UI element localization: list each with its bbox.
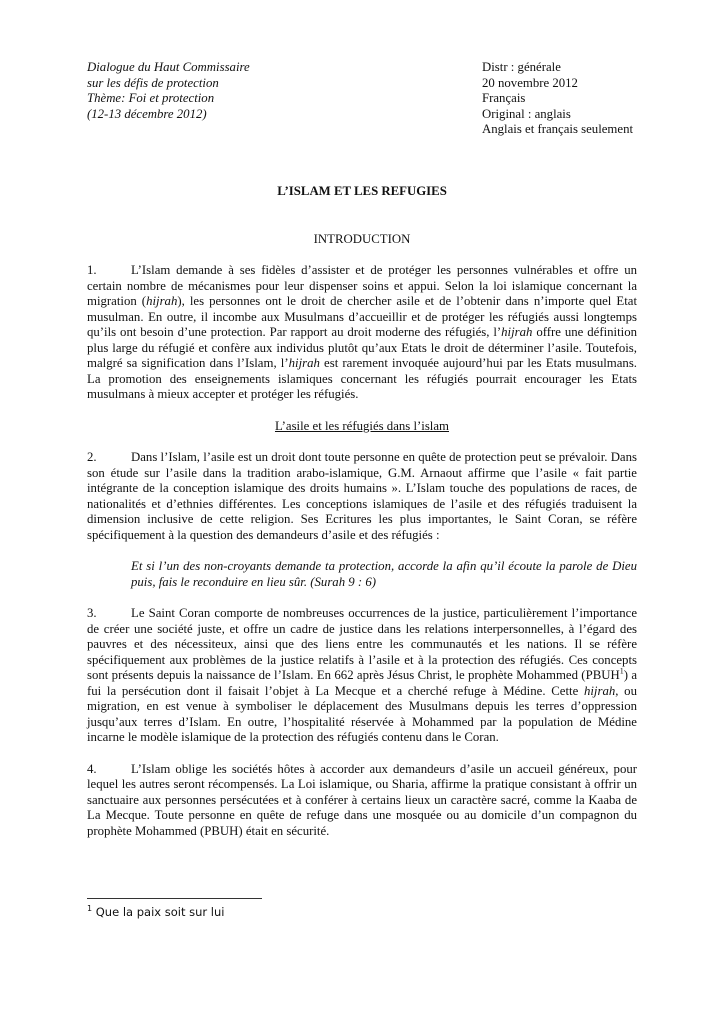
footnote [87,905,224,921]
paragraph-2 [87,450,637,543]
paragraph-text: offre une définition plus large du réfugié et confère aux individus plutôt qu’aux Etats le droit de déterminer l’asile. Toutefois, malgré sa signification dans l’Islam, l’ [87,325,637,370]
italic-term: hijrah [583,683,616,698]
header-left-line: (12-13 décembre 2012) [87,106,207,121]
paragraph-text: L’Islam demande à ses fidèles d’assister et de protéger les personnes vulnérables et offre un certain nombre de mécanismes pour leur dispenser soins et appui. Selon la loi islamique concernant la migration ( [87,263,637,308]
footnote-separator [87,898,262,899]
section-heading-introduction: INTRODUCTION [313,232,411,246]
italic-term: hijrah [146,294,178,308]
header-right-line: Anglais et français seulement [482,122,634,136]
document-body [87,263,637,855]
paragraph-text: L’Islam oblige les sociétés hôtes à accorder aux demandeurs d’asile un accueil généreux, pour lequel les autres seront récompensés. La Loi islamique, ou Sharia, affirme la pratique consistant à offrir un sanctuaire aux personnes persécutées et à conférer à certains lieux un caractère sacré, comme la Kaaba de La Mecque. Toute personne en quête de refuge dans une mosquée ou au domicile d’un compagnon du prophète Mohammed (PBUH) était en sécurité. [87,761,637,838]
paragraph-1 [87,263,637,403]
paragraph-text: Le Saint Coran comporte de nombreuses occurrences de la justice, particulièrement l’importance de créer une société juste, et offre un cadre de justice dans les relations interpersonnelles, à l’égard des pauvres et des nécessiteux, ainsi que des liens entre les communautés et les nations. Il se réfère spécifiquement aux problèmes de la justice relatifs à l’asile et à la protection des réfugiés. Ces concepts sont présents depuis la naissance de l’Islam. En 662 après Jésus Christ, le prophète Mohammed (PBUH [87,606,637,682]
section-heading-asylum: L’asile et les réfugiés dans l’islam [274,418,449,433]
paragraph-text: ) a fui la persécution dont il faisait l’objet à La Mecque et a cherché refuge à Médine. Cette [87,668,637,698]
header-right-line: Distr : générale [482,60,561,74]
footnote-text: Que la paix soit sur lui [92,905,225,919]
paragraph-number: 3. [87,606,97,620]
paragraph-3 [87,606,637,746]
paragraph-text: , ou migration, en est venue à symboliser le déplacement des Musulmans depuis les terres d’oppression jusqu’aux terres d’Islam. En outre, l’hospitalité réservée à Mohammed par la population de Médine incarne le modèle islamique de la protection des réfugiés contenu dans le Coran. [87,683,637,744]
header-left-line: sur les défis de protection [87,75,219,90]
italic-term: hijrah [501,325,533,339]
header-right-line: 20 novembre 2012 [482,75,578,90]
header-left-line: Dialogue du Haut Commissaire [87,60,250,74]
italic-term: hijrah [288,356,320,370]
paragraph-text: ), les personnes ont le droit de chercher asile et de l’obtenir dans n’importe quel Etat musulman. En outre, il incombe aux Musulmans d’accueillir et de protéger les réfugiés aussi longtemps qu’ils ont besoin d’une protection. Par rapport au droit moderne des réfugiés, l’ [87,294,637,339]
header-left-line: Thème: Foi et protection [87,91,215,105]
footnote-reference[interactable]: 1 [619,666,624,676]
paragraph-number: 1. [87,263,97,277]
header-meeting-info [87,60,250,122]
paragraph-text: est rarement invoquée aujourd’hui par les Etats musulmans. La promotion des enseignements islamiques concernant les réfugiés pourrait encourager les Etats musulmans à mieux accepter et protéger les réfugiés. [87,356,637,401]
paragraph-text: Dans l’Islam, l’asile est un droit dont toute personne en quête de protection peut se prévaloir. Dans son étude sur l’asile dans la tradition arabo-islamique, G.M. Arnaout affirme que l’asile « fait partie intégrante de la conception islamique des droits humains ». L’Islam touche des populations de races, de nationalités et d’ethnies différentes. Les conceptions islamiques de l’asile et des réfugiés traduisent la dimension inclusive de cette religion. Ses Ecritures les plus importantes, le Saint Coran, se réfère spécifiquement à la question des demandeurs d’asile et des réfugiés : [87,450,637,542]
document-title: L’ISLAM ET LES REFUGIES [277,184,447,198]
paragraph-number: 4. [87,761,97,776]
paragraph-4 [87,762,637,840]
footnote-mark: 1 [87,904,93,914]
header-distribution-info [482,60,633,138]
header-right-line: Français [482,91,526,105]
quran-quote: Et si l’un des non-croyants demande ta protection, accorde la afin qu’il écoute la parole de Dieu puis, fais le reconduire en lieu sûr. (Surah 9 : 6) [131,559,637,589]
paragraph-number: 2. [87,450,97,464]
header-right-line: Original : anglais [482,106,571,121]
